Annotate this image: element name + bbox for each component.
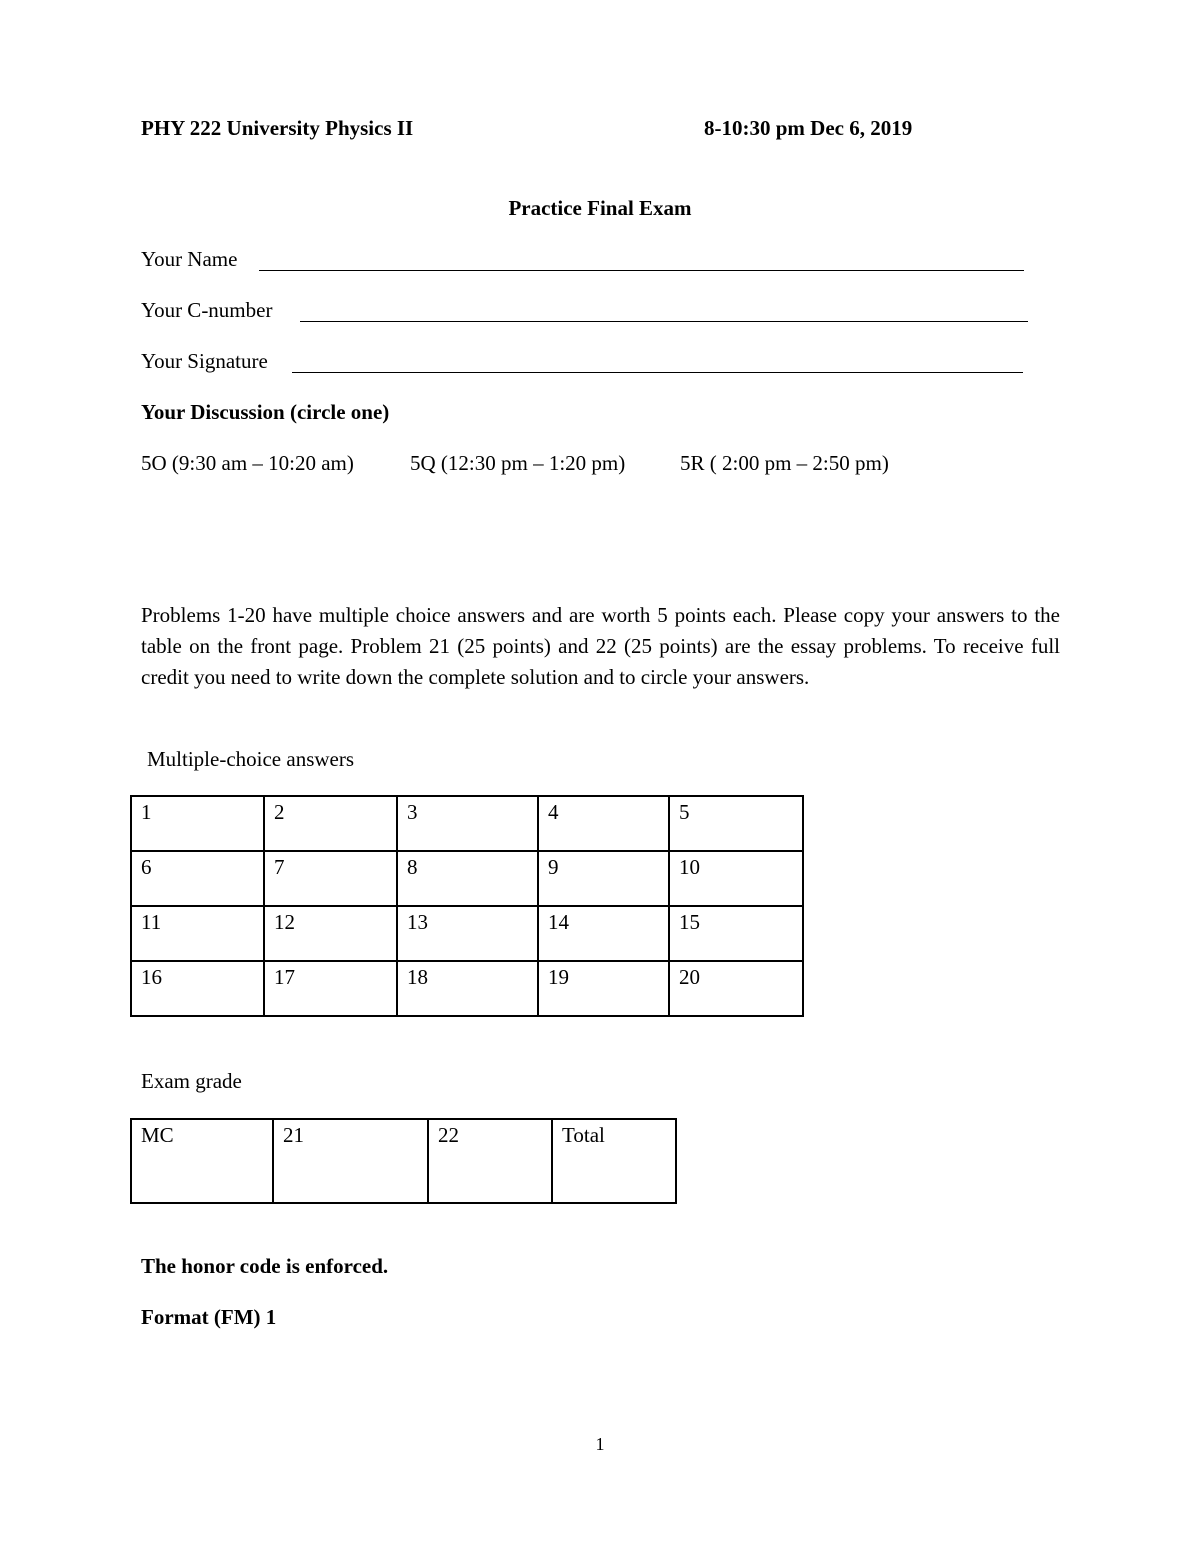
name-label: Your Name: [141, 247, 238, 271]
discussion-option-5o[interactable]: 5O (9:30 am – 10:20 am): [141, 451, 354, 475]
exam-datetime: 8-10:30 pm Dec 6, 2019: [704, 116, 913, 140]
mc-answer-cell[interactable]: 3: [397, 796, 538, 851]
mc-answer-cell[interactable]: 6: [131, 851, 264, 906]
mc-answer-cell[interactable]: 12: [264, 906, 397, 961]
mc-answer-cell[interactable]: 7: [264, 851, 397, 906]
cnumber-label: Your C-number: [141, 298, 273, 322]
format-label: Format (FM) 1: [141, 1305, 277, 1329]
signature-field[interactable]: [292, 372, 1023, 373]
discussion-heading: Your Discussion (circle one): [141, 400, 390, 424]
mc-answer-cell[interactable]: 15: [669, 906, 803, 961]
name-field[interactable]: [259, 270, 1024, 271]
discussion-option-5r[interactable]: 5R ( 2:00 pm – 2:50 pm): [680, 451, 889, 475]
mc-answer-cell[interactable]: 17: [264, 961, 397, 1016]
cnumber-field[interactable]: [300, 321, 1028, 322]
mc-answer-cell[interactable]: 18: [397, 961, 538, 1016]
grade-table-caption: Exam grade: [141, 1069, 242, 1093]
mc-answer-cell[interactable]: 2: [264, 796, 397, 851]
exam-grade-table: [130, 1118, 677, 1204]
mc-table-row: [131, 906, 803, 961]
mc-answer-cell[interactable]: 9: [538, 851, 669, 906]
honor-code-notice: The honor code is enforced.: [141, 1254, 389, 1278]
mc-answer-cell[interactable]: 19: [538, 961, 669, 1016]
course-title: PHY 222 University Physics II: [141, 116, 414, 140]
mc-answer-cell[interactable]: 13: [397, 906, 538, 961]
page-number: 1: [595, 1434, 605, 1454]
signature-label: Your Signature: [141, 349, 268, 373]
mc-answer-cell[interactable]: 14: [538, 906, 669, 961]
mc-answer-cell[interactable]: 5: [669, 796, 803, 851]
mc-answer-cell[interactable]: 20: [669, 961, 803, 1016]
discussion-option-5q[interactable]: 5Q (12:30 pm – 1:20 pm): [410, 451, 626, 475]
grade-cell-21[interactable]: 21: [273, 1119, 428, 1203]
mc-answer-cell[interactable]: 8: [397, 851, 538, 906]
mc-table-row: [131, 961, 803, 1016]
grade-cell-22[interactable]: 22: [428, 1119, 552, 1203]
mc-answer-cell[interactable]: 10: [669, 851, 803, 906]
mc-table-row: [131, 851, 803, 906]
grade-cell-mc[interactable]: MC: [131, 1119, 273, 1203]
mc-table-row: [131, 796, 803, 851]
mc-answer-cell[interactable]: 1: [131, 796, 264, 851]
mc-answer-cell[interactable]: 11: [131, 906, 264, 961]
mc-answers-table: [130, 795, 804, 1017]
page-title: Practice Final Exam: [508, 196, 692, 220]
grade-cell-total[interactable]: Total: [552, 1119, 676, 1203]
instructions-paragraph: Problems 1-20 have multiple choice answers and are worth 5 points each. Please copy your answers to the table on the front page. Problem 21 (25 points) and 22 (25 points) are the essay problems. To receive full credit you need to write down the complete solution and to circle your answers.: [141, 603, 1060, 689]
mc-answer-cell[interactable]: 4: [538, 796, 669, 851]
mc-answer-cell[interactable]: 16: [131, 961, 264, 1016]
mc-table-caption: Multiple-choice answers: [147, 747, 355, 771]
